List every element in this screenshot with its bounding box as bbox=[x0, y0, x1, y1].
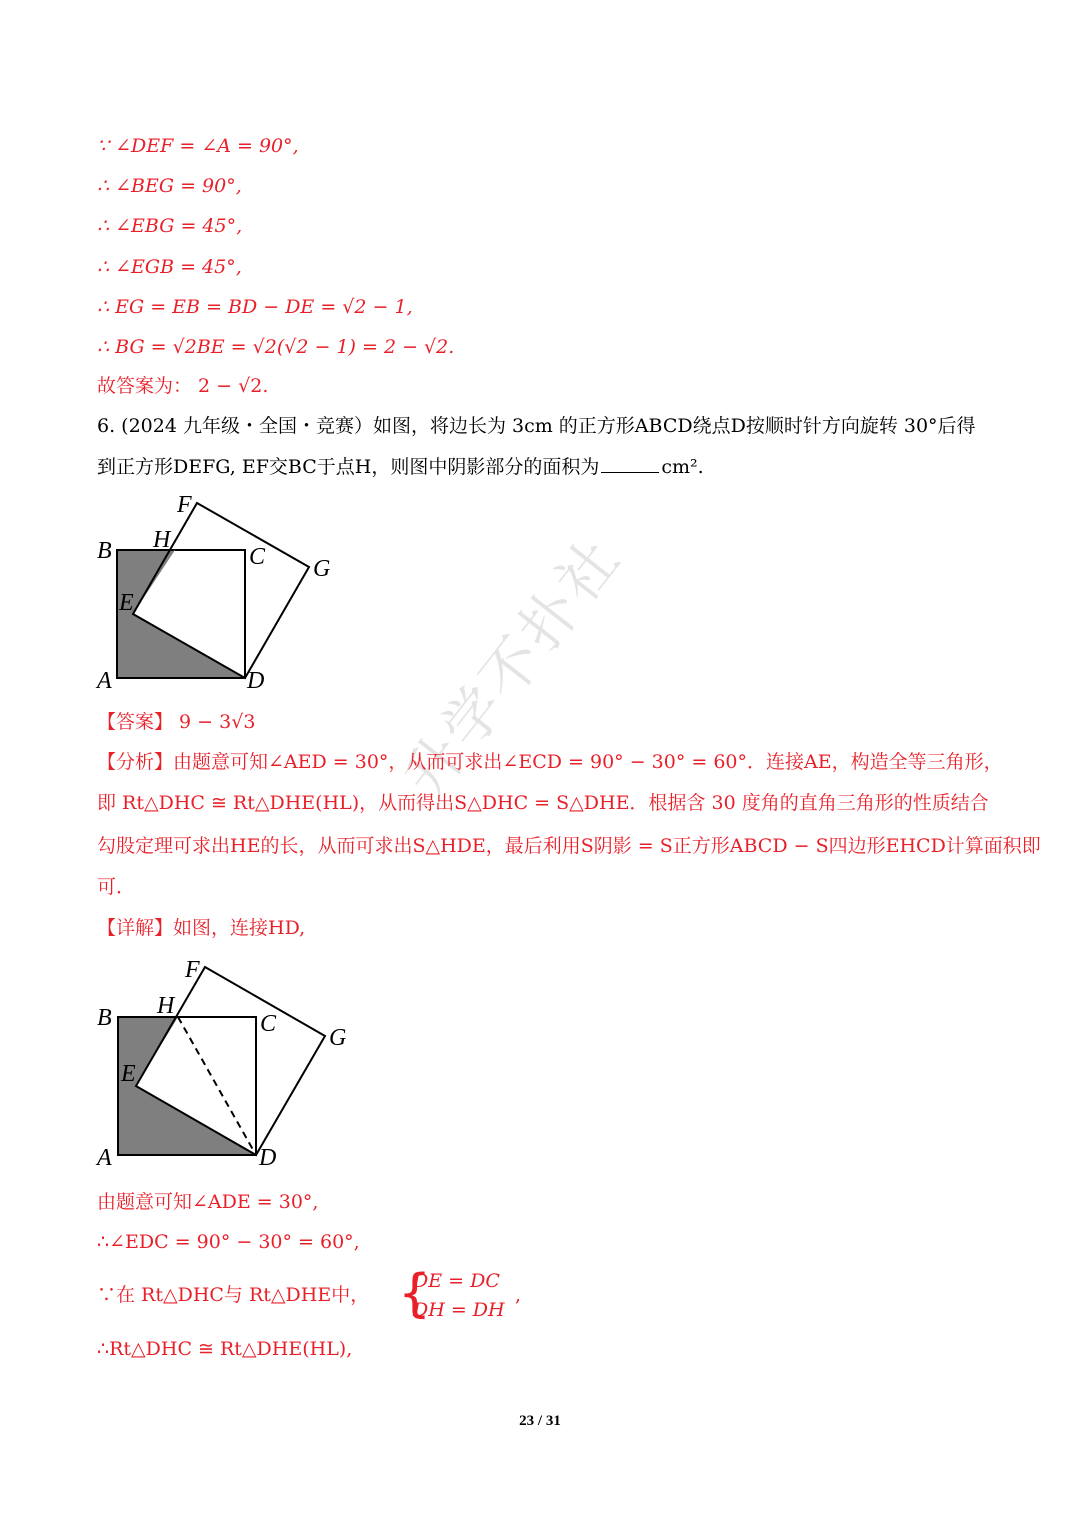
label-G: G bbox=[313, 556, 331, 582]
detail-intro: 【详解】如图，连接HD, bbox=[97, 917, 306, 939]
label-H: H bbox=[153, 527, 171, 553]
label-F: F bbox=[185, 957, 200, 983]
watermark: 升学不扑社 bbox=[390, 523, 635, 810]
page-number: 23 / 31 bbox=[519, 1413, 561, 1429]
detail-line: ∴Rt△DHC ≅ Rt△DHE(HL), bbox=[97, 1338, 353, 1360]
detail-line: ∵在 Rt△DHC与 Rt△DHE中， bbox=[97, 1284, 370, 1306]
solution-line: ∵ ∠DEF = ∠A = 90°, bbox=[97, 135, 299, 157]
label-B: B bbox=[97, 1005, 112, 1031]
solution-line: ∴ ∠BEG = 90°, bbox=[97, 175, 242, 197]
label-A: A bbox=[97, 668, 112, 694]
label-H: H bbox=[157, 993, 175, 1019]
system-eq-1: DE = DC bbox=[413, 1270, 500, 1292]
analysis-line: 【分析】由题意可知∠AED = 30°，从而可求出∠ECD = 90° − 30° = 60°．连接AE，构造全等三角形， bbox=[97, 751, 1003, 773]
label-G: G bbox=[329, 1025, 347, 1051]
label-E: E bbox=[121, 1061, 136, 1087]
question-text-2: 到正方形DEFG, EF交BC于点H，则图中阴影部分的面积为 cm². bbox=[97, 456, 704, 478]
system-tail: , bbox=[515, 1284, 522, 1306]
system-eq-2: DH = DH bbox=[413, 1299, 505, 1321]
question-text: 6. (2024 九年级・全国・竞赛）如图，将边长为 3cm 的正方形ABCD绕点D按顺时针方向旋转 30°后得 bbox=[97, 415, 976, 437]
system-brace: { bbox=[398, 1264, 432, 1324]
answer-line: 故答案为： 2 − √2. bbox=[97, 375, 269, 397]
answer-blank bbox=[601, 454, 659, 473]
analysis-line: 勾股定理可求出HE的长，从而可求出S△HDE，最后利用S阴影 = S正方形ABCD − S四边形EHCD计算面积即 bbox=[97, 835, 1041, 857]
label-D: D bbox=[259, 1145, 277, 1170]
label-D: D bbox=[247, 668, 265, 694]
analysis-line: 即 Rt△DHC ≅ Rt△DHE(HL)，从而得出S△DHC = S△DHE．根据含 30 度角的直角三角形的性质结合 bbox=[97, 792, 989, 814]
analysis-line: 可． bbox=[97, 876, 136, 898]
label-A: A bbox=[97, 1145, 112, 1170]
solution-line: ∴ BG = √2BE = √2(√2 − 1) = 2 − √2. bbox=[97, 336, 455, 358]
answer: 【答案】 9 − 3√3 bbox=[97, 711, 256, 733]
solution-line: ∴ EG = EB = BD − DE = √2 − 1, bbox=[97, 296, 413, 318]
detail-line: ∴∠EDC = 90° − 30° = 60°, bbox=[97, 1231, 360, 1253]
detail-line: 由题意可知∠ADE = 30°, bbox=[97, 1191, 319, 1213]
label-F: F bbox=[177, 492, 192, 518]
solution-line: ∴ ∠EGB = 45°, bbox=[97, 256, 242, 278]
detail-figure bbox=[95, 955, 365, 1170]
label-B: B bbox=[97, 538, 112, 564]
question-figure bbox=[95, 490, 355, 700]
solution-line: ∴ ∠EBG = 45°, bbox=[97, 215, 243, 237]
label-C: C bbox=[260, 1011, 277, 1037]
label-E: E bbox=[119, 590, 134, 616]
label-C: C bbox=[249, 544, 266, 570]
